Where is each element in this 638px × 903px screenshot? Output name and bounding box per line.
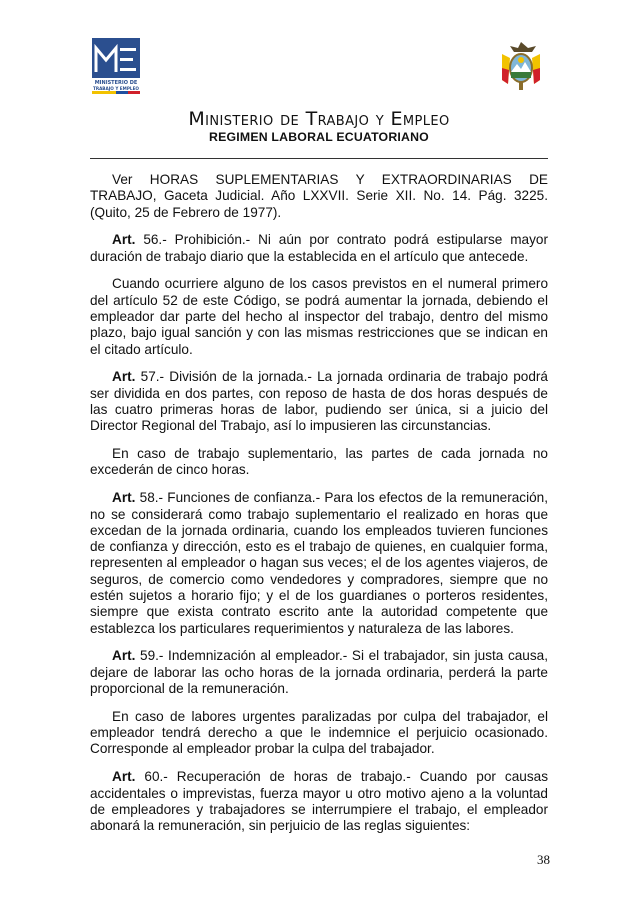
paragraph-art-59-cont <box>90 709 548 758</box>
paragraph-text: 60.- Recuperación de horas de trabajo.- Cuando por causas accidentales o imprevistas, fuerza mayor u otro motivo ajeno a la voluntad de empleadores y trabajadores se interrumpiere el trabajo, el empleador abonará la remuneración, sin perjuicio de las reglas siguientes: <box>90 769 548 834</box>
ministry-logo <box>92 38 140 94</box>
paragraph-text: En caso de labores urgentes paralizadas por culpa del trabajador, el empleador tendrá derecho a que le indemnice el perjuicio ocasionado. Corresponde al empleador probar la culpa del trabajador. <box>90 708 548 757</box>
paragraph-reference <box>90 172 548 221</box>
article-label: Art. <box>112 769 136 785</box>
paragraph-art-58 <box>90 490 548 637</box>
page-title: Ministerio de Trabajo y Empleo <box>188 108 450 130</box>
ministry-logo-icon <box>92 38 140 94</box>
paragraph-art-57-cont <box>90 446 548 479</box>
paragraph-text: Cuando ocurriere alguno de los casos previstos en el numeral primero del artículo 52 de este Código, se podrá aumentar la jornada, debiendo el empleador dar parte del hecho al inspector del trabajo, dentro del mismo plazo, bajo igual sanción y con las mismas restricciones que se indican en el citado artículo. <box>90 276 548 357</box>
article-label: Art. <box>112 490 136 506</box>
paragraph-art-57 <box>90 369 548 434</box>
paragraph-text: 57.- División de la jornada.- La jornada ordinaria de trabajo podrá ser dividida en dos partes, con reposo de hasta de dos horas después de las cuatro primeras horas de labor, pudiendo ser única, si a juicio del Director Regional del Trabajo, así lo impusieren las circunstancias. <box>90 369 548 434</box>
logo-text-line1: MINISTERIO DE <box>94 80 138 86</box>
paragraph-art-60 <box>90 769 548 834</box>
article-label: Art. <box>112 232 136 248</box>
paragraph-text: Ver HORAS SUPLEMENTARIAS Y EXTRAORDINARIAS DE TRABAJO, Gaceta Judicial. Año LXXVII. Serie XII. No. 14. Pág. 3225. (Quito, 25 de Febrero de 1977). <box>90 172 548 220</box>
paragraph-art-56 <box>90 232 548 265</box>
document-body <box>90 172 548 846</box>
page-subtitle: REGIMEN LABORAL ECUATORIANO <box>209 130 429 144</box>
paragraph-text: 58.- Funciones de confianza.- Para los efectos de la remuneración, no se considerará como trabajo suplementario el realizado en horas que excedan de la jornada ordinaria, cuando los empleados tuvieren funciones de confianza y dirección, esto es el trabajo de quienes, en cualquier forma, representen al empleador o hagan sus veces; el de los agentes viajeros, de seguros, de comercio como vendedores y compradores, siempre que no estén sujetos a horario fijo; y el de los guardianes o porteros residentes, siempre que exista contrato escrito ante la autoridad competente que establezca los particulares requerimientos y naturaleza de las labores. <box>90 490 548 636</box>
paragraph-art-56-cont <box>90 276 548 357</box>
article-label: Art. <box>112 648 136 664</box>
logo-text-line2: TRABAJO Y EMPLEO <box>92 86 140 91</box>
article-label: Art. <box>112 369 136 385</box>
paragraph-text: 59.- Indemnización al empleador.- Si el trabajador, sin justa causa, dejare de laborar las ocho horas de la jornada ordinaria, perderá la parte proporcional de la remuneración. <box>90 648 548 697</box>
paragraph-art-59 <box>90 648 548 697</box>
coat-of-arms <box>498 40 544 92</box>
page-number: 38 <box>537 852 550 867</box>
paragraph-text: 56.- Prohibición.- Ni aún por contrato podrá estipularse mayor duración de trabajo diario que la establecida en el artículo que antecede. <box>90 232 548 264</box>
paragraph-text: En caso de trabajo suplementario, las partes de cada jornada no excederán de cinco horas. <box>90 446 548 478</box>
coat-of-arms-icon <box>498 40 544 92</box>
header-divider <box>90 158 548 159</box>
